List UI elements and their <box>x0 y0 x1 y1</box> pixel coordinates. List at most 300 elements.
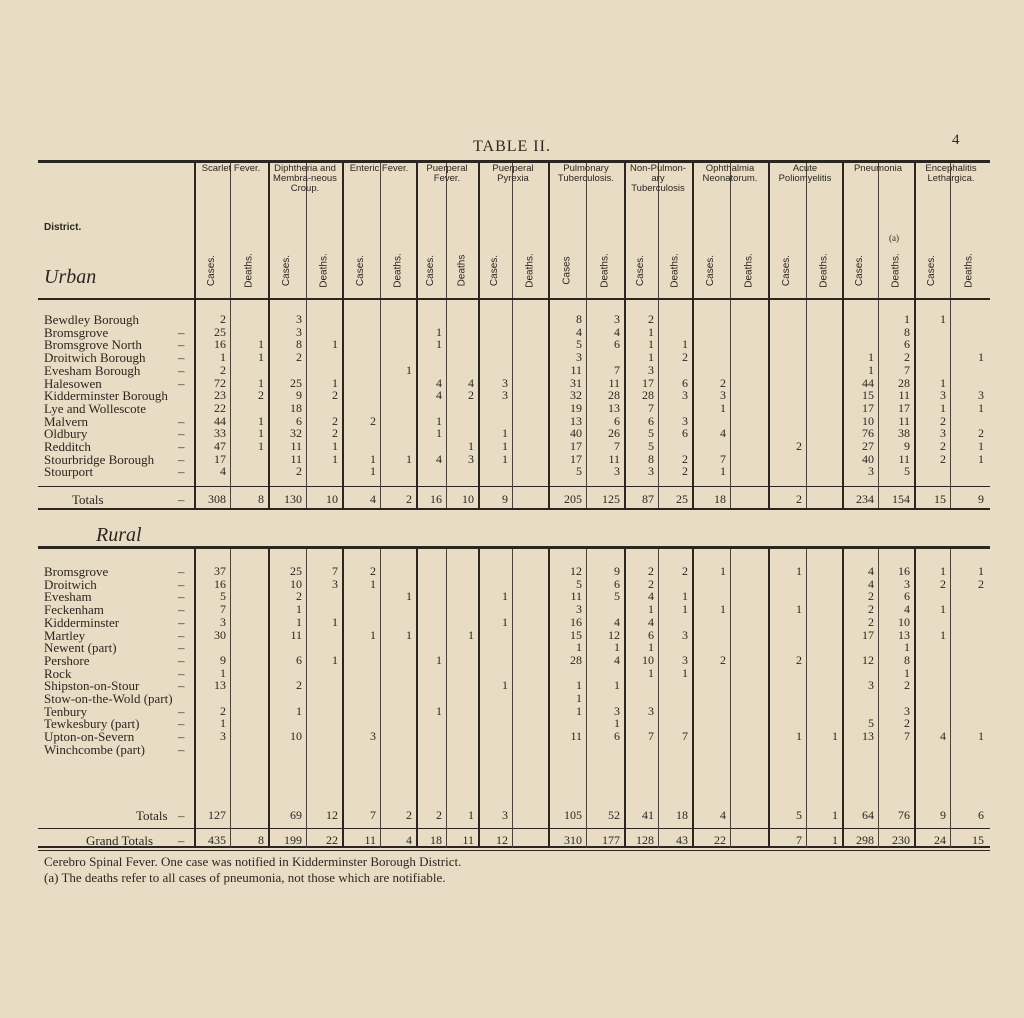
district-name: Stourport <box>44 464 94 480</box>
district-name: Kidderminster <box>44 614 120 630</box>
table-cell: 4 <box>468 375 474 390</box>
table-cell: 18 <box>290 400 302 415</box>
column-subheader: Cases. <box>635 254 647 287</box>
table-cell: 1 <box>868 350 874 365</box>
district-name: Feckenham <box>44 602 104 618</box>
table-cell: 23 <box>214 388 226 403</box>
table-cell: 32 <box>290 426 302 441</box>
table-cell: 6 <box>296 413 302 428</box>
column-subheader: Deaths. <box>318 253 330 288</box>
table-cell: 6 <box>648 413 654 428</box>
column-rule <box>586 300 587 508</box>
table-cell: 2 <box>796 439 802 453</box>
table-cell: 1 <box>296 602 302 617</box>
table-cell: 9 <box>296 388 302 403</box>
group-header: Pneumonia <box>853 163 903 174</box>
table-cell: 6 <box>682 426 688 441</box>
leader-dash: – <box>178 413 185 429</box>
district-name: Tewkesbury (part) <box>44 716 140 732</box>
table-cell: 5 <box>868 716 874 731</box>
table-cell: 6 <box>614 413 620 428</box>
table-cell: 4 <box>576 324 582 339</box>
table-cell: 10 <box>862 413 874 428</box>
table-cell: 177 <box>602 833 620 847</box>
district-name: Bromsgrove <box>44 564 109 579</box>
table-cell: 7 <box>720 451 726 466</box>
leader-dash: – <box>178 729 185 745</box>
table-cell: 4 <box>436 375 442 390</box>
table-cell: 6 <box>904 589 910 604</box>
table-cell: 1 <box>648 337 654 352</box>
table-cell: 4 <box>720 426 726 441</box>
table-cell: 1 <box>332 337 338 352</box>
table-cell: 1 <box>614 640 620 655</box>
table-cell: 2 <box>220 312 226 326</box>
table-cell: 2 <box>868 614 874 629</box>
table-cell: 69 <box>290 808 302 822</box>
column-rule <box>548 549 550 848</box>
district-name: Evesham <box>44 589 92 605</box>
table-cell: 87 <box>642 492 654 506</box>
column-rule <box>914 549 916 848</box>
table-cell: 52 <box>608 808 620 822</box>
table-cell: 9 <box>614 564 620 578</box>
table-cell: 1 <box>614 678 620 693</box>
subheader-cell <box>730 202 768 290</box>
table-cell: 15 <box>570 627 582 642</box>
subheader-cell <box>380 202 416 290</box>
column-rule <box>416 549 418 848</box>
subheader-cell <box>586 202 624 290</box>
table-cell: 1 <box>332 375 338 390</box>
group-header: Scarlet Fever. <box>201 163 261 174</box>
table-cell: 1 <box>940 375 946 390</box>
table-cell: 2 <box>940 413 946 428</box>
table-cell: 1 <box>796 729 802 744</box>
table-cell: 1 <box>258 337 264 352</box>
table-cell: 1 <box>978 564 984 578</box>
table-cell: 13 <box>214 678 226 693</box>
table-cell: 44 <box>214 413 226 428</box>
table-cell: 27 <box>862 439 874 453</box>
table-cell: 15 <box>972 833 984 847</box>
column-rule <box>268 300 270 508</box>
table-cell: 3 <box>904 576 910 591</box>
subheader-cell <box>446 202 478 290</box>
table-cell: 1 <box>648 665 654 680</box>
column-subheader: Cases. <box>926 254 938 287</box>
leader-dash: – <box>178 703 185 719</box>
table-cell: 3 <box>868 678 874 693</box>
table-cell: 154 <box>892 492 910 506</box>
table-cell: 6 <box>648 627 654 642</box>
district-name: Kidderminster Borough <box>44 388 168 404</box>
table-cell: 28 <box>570 652 582 667</box>
group-header: Puerperal Fever. <box>426 163 468 184</box>
subheader-cell <box>512 202 548 290</box>
table-cell: 11 <box>898 451 910 466</box>
table-cell: 5 <box>576 576 582 591</box>
table-cell: 25 <box>676 492 688 506</box>
column-rule <box>342 300 344 508</box>
table-cell: 64 <box>862 808 874 822</box>
rule-line <box>38 546 990 549</box>
totals-label: Totals <box>72 492 104 507</box>
leader-dash: – <box>178 337 185 353</box>
table-cell: 3 <box>978 388 984 403</box>
table-cell: 24 <box>934 833 946 847</box>
table-cell: 11 <box>898 388 910 403</box>
group-header: Diphtheria and Membra-neous Croup. <box>273 163 337 194</box>
table-cell: 10 <box>290 576 302 591</box>
table-cell: 8 <box>904 652 910 667</box>
column-subheader: Cases. <box>854 254 866 287</box>
leader-dash: – <box>178 350 185 366</box>
table-cell: 2 <box>904 350 910 365</box>
table-cell: 1 <box>904 665 910 680</box>
table-cell: 17 <box>642 375 654 390</box>
leader-dash: – <box>178 640 185 656</box>
district-name: Droitwich <box>44 576 97 592</box>
leader-dash: – <box>178 833 185 848</box>
table-cell: 1 <box>502 426 508 441</box>
table-cell: 1 <box>796 602 802 617</box>
table-cell: 1 <box>436 324 442 339</box>
table-cell: 7 <box>648 400 654 415</box>
table-cell: 1 <box>904 312 910 326</box>
table-cell: 1 <box>258 350 264 365</box>
table-cell: 1 <box>682 337 688 352</box>
footnote-pneumonia: (a) The deaths refer to all cases of pneumonia, not those which are notifiable. <box>44 870 446 885</box>
table-cell: 2 <box>940 439 946 453</box>
table-cell: 1 <box>940 564 946 578</box>
column-rule <box>950 300 951 508</box>
table-cell: 1 <box>940 400 946 415</box>
leader-dash: – <box>178 627 185 643</box>
table-cell: 17 <box>862 627 874 642</box>
table-cell: 1 <box>258 413 264 428</box>
table-cell: 1 <box>648 640 654 655</box>
table-cell: 11 <box>462 833 474 847</box>
table-cell: 127 <box>208 808 226 822</box>
subheader-cell <box>268 202 306 290</box>
table-cell: 32 <box>570 388 582 403</box>
table-cell: 13 <box>570 413 582 428</box>
table-cell: 3 <box>648 362 654 377</box>
table-cell: 2 <box>406 492 412 506</box>
district-name: Bewdley Borough <box>44 312 139 327</box>
table-cell: 11 <box>608 375 620 390</box>
table-cell: 1 <box>940 627 946 642</box>
table-cell: 1 <box>576 703 582 718</box>
column-subheader: Cases. <box>705 254 717 287</box>
table-cell: 3 <box>296 324 302 339</box>
table-cell: 11 <box>570 589 582 604</box>
table-cell: 3 <box>502 808 508 822</box>
table-cell: 1 <box>332 614 338 629</box>
table-cell: 3 <box>904 703 910 718</box>
leader-dash: – <box>178 492 185 507</box>
column-rule <box>268 549 270 848</box>
urban-section-label: Urban <box>44 266 97 288</box>
table-cell: 6 <box>296 652 302 667</box>
table-cell: 17 <box>570 439 582 453</box>
table-cell: 10 <box>642 652 654 667</box>
column-rule <box>230 549 231 848</box>
rule-line <box>38 828 990 829</box>
column-rule <box>548 300 550 508</box>
leader-dash: – <box>178 589 185 605</box>
table-cell: 1 <box>332 652 338 667</box>
table-cell: 16 <box>214 576 226 591</box>
table-cell: 72 <box>214 375 226 390</box>
subheader-cell <box>806 202 842 290</box>
column-rule <box>768 549 770 848</box>
table-cell: 9 <box>940 808 946 822</box>
column-subheader: Cases. <box>355 254 367 287</box>
table-cell: 230 <box>892 833 910 847</box>
table-cell: 5 <box>904 464 910 479</box>
table-cell: 1 <box>370 464 376 479</box>
pneumonia-footnote-mark: (a) <box>889 233 899 243</box>
table-cell: 3 <box>220 729 226 744</box>
table-cell: 22 <box>714 833 726 847</box>
table-cell: 16 <box>898 564 910 578</box>
table-cell: 1 <box>576 640 582 655</box>
table-cell: 44 <box>862 375 874 390</box>
table-cell: 2 <box>258 388 264 403</box>
table-cell: 3 <box>502 388 508 403</box>
district-name: Oldbury <box>44 426 88 442</box>
table-cell: 10 <box>326 492 338 506</box>
table-cell: 30 <box>214 627 226 642</box>
table-cell: 7 <box>682 729 688 744</box>
table-cell: 28 <box>608 388 620 403</box>
table-cell: 11 <box>364 833 376 847</box>
table-cell: 1 <box>978 400 984 415</box>
table-cell: 1 <box>502 614 508 629</box>
table-cell: 17 <box>570 451 582 466</box>
table-cell: 298 <box>856 833 874 847</box>
table-cell: 3 <box>370 729 376 744</box>
column-rule <box>730 300 731 508</box>
subheader-cell <box>478 202 512 290</box>
table-cell: 8 <box>258 833 264 847</box>
table-cell: 9 <box>220 652 226 667</box>
table-cell: 2 <box>648 576 654 591</box>
table-cell: 1 <box>370 576 376 591</box>
table-cell: 25 <box>214 324 226 339</box>
table-cell: 37 <box>214 564 226 578</box>
table-cell: 3 <box>468 451 474 466</box>
table-cell: 7 <box>904 362 910 377</box>
table-cell: 130 <box>284 492 302 506</box>
table-cell: 4 <box>614 614 620 629</box>
table-cell: 1 <box>720 464 726 479</box>
subheader-cell <box>416 202 446 290</box>
table-title: TABLE II. <box>473 138 551 155</box>
table-cell: 3 <box>868 464 874 479</box>
table-cell: 1 <box>904 640 910 655</box>
district-name: Malvern <box>44 413 89 429</box>
table-cell: 1 <box>720 400 726 415</box>
table-cell: 2 <box>220 362 226 377</box>
district-name: Rock <box>44 665 72 681</box>
column-subheader: Deaths. <box>743 253 755 288</box>
table-cell: 28 <box>898 375 910 390</box>
table-cell: 3 <box>332 576 338 591</box>
table-cell: 5 <box>614 589 620 604</box>
table-cell: 3 <box>648 464 654 479</box>
subheader-cell <box>230 202 268 290</box>
table-cell: 76 <box>898 808 910 822</box>
leader-dash: – <box>178 602 185 618</box>
table-cell: 38 <box>898 426 910 441</box>
table-cell: 41 <box>642 808 654 822</box>
table-cell: 2 <box>332 426 338 441</box>
table-cell: 3 <box>220 614 226 629</box>
subheader-cell <box>194 202 230 290</box>
table-cell: 1 <box>370 451 376 466</box>
table-cell: 9 <box>978 492 984 506</box>
table-cell: 1 <box>468 627 474 642</box>
table-cell: 7 <box>904 729 910 744</box>
table-cell: 9 <box>502 492 508 506</box>
table-cell: 11 <box>290 627 302 642</box>
column-rule <box>878 549 879 848</box>
column-subheader: Cases. <box>781 254 793 287</box>
table-cell: 6 <box>614 337 620 352</box>
table-cell: 1 <box>502 589 508 604</box>
leader-dash: – <box>178 464 185 480</box>
column-rule <box>692 549 694 848</box>
table-cell: 1 <box>720 602 726 617</box>
table-cell: 7 <box>614 362 620 377</box>
table-cell: 7 <box>614 439 620 453</box>
table-cell: 2 <box>370 564 376 578</box>
table-cell: 1 <box>682 665 688 680</box>
table-cell: 205 <box>564 492 582 506</box>
table-cell: 2 <box>868 602 874 617</box>
table-cell: 8 <box>904 324 910 339</box>
table-cell: 310 <box>564 833 582 847</box>
table-cell: 17 <box>862 400 874 415</box>
page-number: 4 <box>952 132 960 148</box>
table-cell: 1 <box>436 426 442 441</box>
table-cell: 2 <box>904 716 910 731</box>
column-rule <box>730 549 731 848</box>
column-subheader: Cases. <box>206 254 218 287</box>
column-rule <box>342 549 344 848</box>
table-cell: 1 <box>296 614 302 629</box>
table-cell: 1 <box>436 337 442 352</box>
table-cell: 1 <box>258 375 264 390</box>
table-cell: 1 <box>258 426 264 441</box>
table-cell: 2 <box>682 451 688 466</box>
column-subheader: Cases. <box>489 254 501 287</box>
table-cell: 13 <box>898 627 910 642</box>
table-cell: 11 <box>290 451 302 466</box>
table-cell: 3 <box>576 602 582 617</box>
leader-dash: – <box>178 678 185 694</box>
table-cell: 16 <box>570 614 582 629</box>
column-rule <box>806 549 807 848</box>
table-cell: 1 <box>468 808 474 822</box>
leader-dash: – <box>178 652 185 668</box>
table-cell: 43 <box>676 833 688 847</box>
table-cell: 4 <box>614 652 620 667</box>
table-cell: 435 <box>208 833 226 847</box>
column-rule <box>806 300 807 508</box>
table-cell: 17 <box>214 451 226 466</box>
table-cell: 2 <box>978 426 984 441</box>
table-cell: 2 <box>978 576 984 591</box>
district-name: Bromsgrove North <box>44 337 142 353</box>
rule-line <box>38 486 990 487</box>
table-cell: 1 <box>406 362 412 377</box>
leader-dash: – <box>178 439 185 454</box>
table-cell: 1 <box>682 589 688 604</box>
column-subheader: Deaths. <box>392 253 404 288</box>
table-cell: 4 <box>614 324 620 339</box>
table-cell: 2 <box>720 652 726 667</box>
table-cell: 17 <box>898 400 910 415</box>
district-name: Winchcombe (part) <box>44 741 145 757</box>
table-cell: 1 <box>436 652 442 667</box>
table-cell: 3 <box>614 312 620 326</box>
table-cell: 1 <box>978 451 984 466</box>
column-subheader: Deaths. <box>669 253 681 288</box>
column-subheader: Deaths. <box>524 253 536 288</box>
column-subheader: Cases. <box>425 254 437 287</box>
table-cell: 3 <box>614 464 620 479</box>
leader-dash: – <box>178 375 185 391</box>
column-rule <box>446 549 447 848</box>
table-cell: 7 <box>332 564 338 578</box>
table-cell: 7 <box>220 602 226 617</box>
district-name: Halesowen <box>44 375 102 391</box>
subheader-cell <box>878 202 914 290</box>
group-header: Ophthalmia Neonatorum. <box>702 163 758 184</box>
table-cell: 2 <box>682 464 688 479</box>
district-name: Redditch <box>44 439 91 454</box>
table-cell: 1 <box>258 439 264 453</box>
district-header: District. <box>44 222 82 233</box>
table-cell: 1 <box>406 589 412 604</box>
table-cell: 11 <box>570 362 582 377</box>
table-cell: 8 <box>648 451 654 466</box>
district-name: Droitwich Borough <box>44 350 146 366</box>
table-cell: 5 <box>648 426 654 441</box>
table-cell: 1 <box>832 808 838 822</box>
table-cell: 4 <box>436 451 442 466</box>
table-cell: 105 <box>564 808 582 822</box>
subheader-cell <box>548 202 586 290</box>
leader-dash: – <box>178 716 185 732</box>
table-cell: 9 <box>904 439 910 453</box>
column-rule <box>446 300 447 508</box>
column-subheader: Deaths. <box>599 253 611 288</box>
rule-line <box>38 850 990 851</box>
table-cell: 1 <box>220 716 226 731</box>
table-cell: 308 <box>208 492 226 506</box>
table-cell: 10 <box>898 614 910 629</box>
column-subheader: Cases. <box>281 254 293 287</box>
table-cell: 4 <box>720 808 726 822</box>
table-cell: 7 <box>370 808 376 822</box>
table-cell: 10 <box>290 729 302 744</box>
table-cell: 128 <box>636 833 654 847</box>
